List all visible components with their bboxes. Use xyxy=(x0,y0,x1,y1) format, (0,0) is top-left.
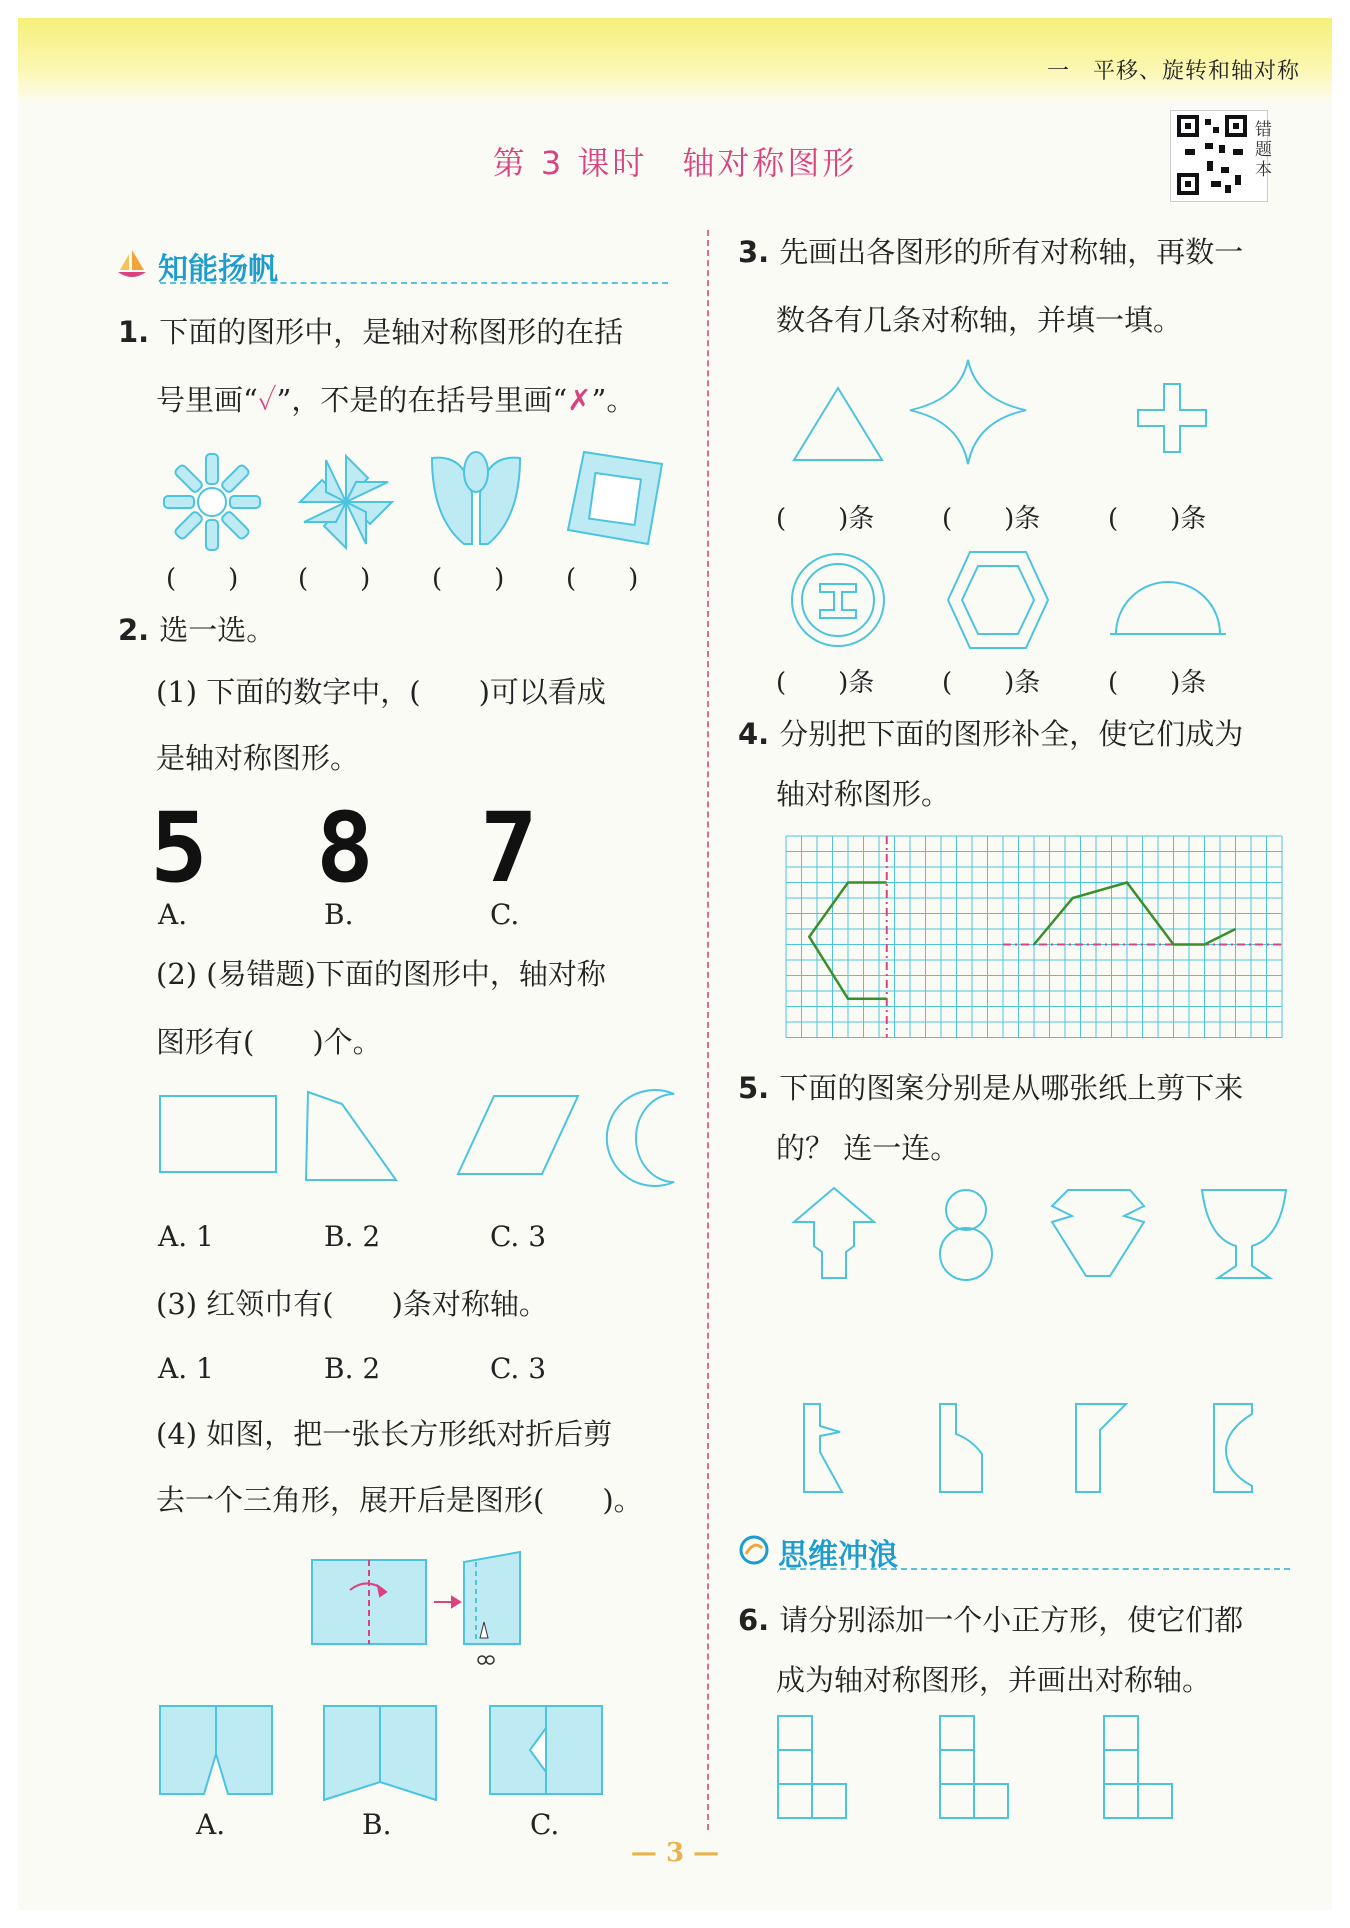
answer-blank[interactable]: ( )条 xyxy=(1108,504,1207,534)
question-2-title xyxy=(118,610,275,650)
option-c[interactable]: C. xyxy=(490,898,520,931)
question-number: 2. xyxy=(118,613,150,647)
question-text: 请分别添加一个小正方形，使它们都 xyxy=(779,1603,1244,1637)
answer-blank[interactable]: ( )条 xyxy=(942,668,1041,698)
answer-blank[interactable]: ( ) xyxy=(566,564,639,594)
answer-blank[interactable]: ( )条 xyxy=(1108,668,1207,698)
question-1-line-1 xyxy=(118,312,688,352)
q2-part4-line2: 去一个三角形，展开后是图形( )。 xyxy=(156,1483,643,1517)
cross-mark-icon: ✗ xyxy=(567,383,592,417)
paper-3 xyxy=(1076,1404,1126,1492)
semicircle-shape xyxy=(1116,582,1220,634)
option-a[interactable]: A. 1 xyxy=(158,1352,214,1385)
q2-part4-line1: (4) 如图，把一张长方形纸对折后剪 xyxy=(156,1417,613,1451)
check-mark-icon: ✓ xyxy=(257,383,277,417)
l-shape-3 xyxy=(1104,1716,1172,1818)
digit-option: 7 xyxy=(480,792,538,904)
question-number: 6. xyxy=(738,1603,770,1637)
y-logo-figure xyxy=(426,448,526,548)
q2-part2-line2: 图形有( )个。 xyxy=(156,1025,382,1059)
q3-row-2-shapes xyxy=(790,548,1310,658)
square-frame-figure xyxy=(562,448,672,548)
option-a[interactable]: A. xyxy=(196,1808,226,1841)
paper-2 xyxy=(940,1404,982,1492)
question-number: 4. xyxy=(738,717,770,751)
parallelogram-shape xyxy=(458,1096,578,1174)
option-a[interactable]: A. 1 xyxy=(158,1220,214,1253)
question-text: 先画出各图形的所有对称轴，再数一 xyxy=(779,235,1244,269)
folded-papers xyxy=(790,1400,1310,1500)
answer-blank[interactable]: ( ) xyxy=(166,564,239,594)
q2-part1-line1: (1) 下面的数字中，( )可以看成 xyxy=(156,675,606,709)
option-b[interactable]: B. xyxy=(324,898,354,931)
qr-code[interactable] xyxy=(1170,110,1268,202)
question-text: 下面的图形中，是轴对称图形的在括 xyxy=(159,315,624,349)
q2-part3: (3) 红领巾有( )条对称轴。 xyxy=(156,1287,548,1321)
answer-blank[interactable]: ( )条 xyxy=(942,504,1041,534)
circle-shape xyxy=(792,554,884,646)
question-3-line-1 xyxy=(738,232,1308,272)
option-c[interactable]: C. 3 xyxy=(490,1220,547,1253)
question-6-line-1 xyxy=(738,1600,1308,1640)
gourd-pattern xyxy=(946,1190,986,1230)
question-5-line-2: 的？ 连一连。 xyxy=(776,1131,960,1165)
triangle-shape xyxy=(794,388,882,460)
paper-1 xyxy=(804,1404,842,1492)
arrow-pattern xyxy=(794,1188,874,1278)
l-shape-2 xyxy=(940,1716,1008,1818)
answer-blank[interactable]: ( )条 xyxy=(776,504,875,534)
l-shape-1 xyxy=(778,1716,846,1818)
column-divider xyxy=(707,230,709,1830)
option-b[interactable]: B. 2 xyxy=(324,1220,381,1253)
question-number: 3. xyxy=(738,235,770,269)
q2-part1-line2: 是轴对称图形。 xyxy=(156,741,360,775)
page-number: — 3 — xyxy=(630,1838,720,1868)
paper-4 xyxy=(1214,1404,1252,1492)
q3-row-1-shapes xyxy=(790,364,1310,474)
option-c[interactable]: C. xyxy=(530,1808,560,1841)
lesson-title: 第 3 课时 轴对称图形 xyxy=(492,144,858,182)
question-4-line-2: 轴对称图形。 xyxy=(776,777,951,811)
answer-blank[interactable]: ( )条 xyxy=(776,668,875,698)
question-4-line-1 xyxy=(738,714,1308,754)
q2-part2-line1: (2) (易错题)下面的图形中，轴对称 xyxy=(156,957,606,991)
snowflake-figure xyxy=(162,452,262,552)
sailboat-icon xyxy=(118,248,148,280)
unit-title: 一 平移、旋转和轴对称 xyxy=(1046,59,1300,84)
cup-pattern xyxy=(1202,1190,1286,1278)
trapezoid-shape xyxy=(306,1092,396,1180)
drawing-grid[interactable] xyxy=(784,834,1284,1046)
q2-shapes xyxy=(158,1090,598,1190)
wave-icon xyxy=(738,1534,770,1566)
answer-blank[interactable]: ( ) xyxy=(298,564,371,594)
l-shape-puzzles xyxy=(778,1716,1198,1836)
option-b[interactable]: B. 2 xyxy=(324,1352,381,1385)
pinwheel-figure xyxy=(296,452,396,552)
question-number: 1. xyxy=(118,315,150,349)
qr-code-pattern xyxy=(1177,115,1247,195)
digit-option: 8 xyxy=(316,792,374,904)
question-text: 选一选。 xyxy=(159,613,276,647)
section-underline xyxy=(160,282,668,284)
question-6-line-2: 成为轴对称图形，并画出对称轴。 xyxy=(776,1663,1212,1697)
question-5-line-1 xyxy=(738,1068,1308,1108)
option-a[interactable]: A. xyxy=(158,898,188,931)
question-text: ”，不是的在括号里画“ xyxy=(276,383,568,417)
question-number: 5. xyxy=(738,1071,770,1105)
question-3-line-2: 数各有几条对称轴，并填一填。 xyxy=(776,303,1183,337)
section-title-basic: 知能扬帆 xyxy=(158,252,278,287)
paper-fold-diagram xyxy=(310,1548,570,1678)
option-c[interactable]: C. 3 xyxy=(490,1352,547,1385)
answer-blank[interactable]: ( ) xyxy=(432,564,505,594)
gem-pattern xyxy=(1052,1190,1144,1276)
question-text: ”。 xyxy=(591,383,636,417)
digit-option: 5 xyxy=(150,792,208,904)
four-point-star-shape xyxy=(910,360,1026,464)
question-1-line-2 xyxy=(156,380,726,420)
cross-shape xyxy=(1138,384,1206,452)
section-title-thinking: 思维冲浪 xyxy=(778,1538,898,1573)
section-underline xyxy=(780,1568,1290,1570)
fold-answer-figures xyxy=(158,1704,618,1804)
rectangle-shape xyxy=(160,1096,276,1172)
question-text: 分别把下面的图形补全，使它们成为 xyxy=(779,717,1244,751)
option-b[interactable]: B. xyxy=(362,1808,392,1841)
cutout-patterns xyxy=(790,1186,1310,1286)
question-text: 号里画“ xyxy=(156,383,258,417)
qr-label: 错题本 xyxy=(1255,120,1272,180)
question-text: 下面的图案分别是从哪张纸上剪下来 xyxy=(779,1071,1244,1105)
